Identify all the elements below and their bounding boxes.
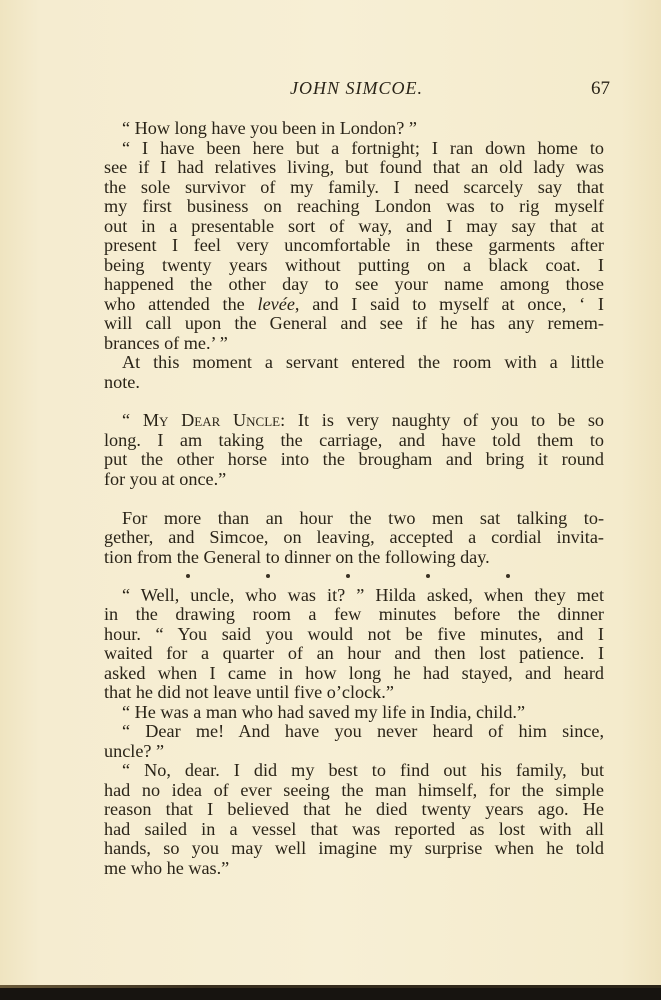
text-line: me who he was.” [104,858,230,878]
running-head-title: JOHN SIMCOE. [290,78,423,98]
text-line: see if I had relatives living, but found that an old lady was [104,157,604,177]
section-break-dots [104,570,604,584]
letter-quote-open: “ [122,410,143,430]
text-line: asked when I came in how long he had stayed, and heard [104,663,604,683]
text-line: out in a presentable sort of way, and I may say that at [104,216,604,236]
section-dot [266,574,270,578]
text-line: brances of me.’ ” [104,333,228,353]
letter-opening-rest: : It is very naughty of you to be so [280,410,604,430]
body-text [104,0,604,1000]
text-line: gether, and Simcoe, on leaving, accepted a cordial invita- [104,527,604,547]
text-line: “ I have been here but a fortnight; I ran down home to [122,138,604,158]
text-line: present I feel very uncomfortable in these garments after [104,235,604,255]
page-bottom-edge [0,988,661,1000]
text-line: long. I am taking the carriage, and have told them to [104,430,604,450]
text-line: “ Dear me! And have you never heard of him since, [122,721,604,741]
text-line: for you at once.” [104,469,227,489]
text-line: being twenty years without putting on a black coat. I [104,255,604,275]
text-line: that he did not leave until five o’clock.” [104,682,394,702]
text-line: At this moment a servant entered the room with a little [122,352,604,372]
text-line: hour. “ You said you would not be five minutes, and I [104,624,604,644]
text-line: happened the other day to see your name among those [104,274,604,294]
text-line: my first business on reaching London was to rig myself [104,196,604,216]
text-line: reason that I believed that he died twenty years ago. He [104,799,604,819]
text-line: hands, so you may well imagine my surprise when he told [104,838,604,858]
section-dot [346,574,350,578]
text-line: waited for a quarter of an hour and then lost patience. I [104,643,604,663]
text-line: “ No, dear. I did my best to find out his family, but [122,760,604,780]
page-number: 67 [591,78,610,99]
text-line: will call upon the General and see if he has any remem- [104,313,604,333]
text-line: “ He was a man who had saved my life in India, child.” [122,702,526,722]
text-line: note. [104,372,140,392]
text-line: For more than an hour the two men sat talking to- [122,508,604,528]
section-dot [506,574,510,578]
text-line: had no idea of ever seeing the man himself, for the simple [104,780,604,800]
letter-salutation: My Dear Uncle [142,410,281,430]
section-dot [186,574,190,578]
text-line: tion from the General to dinner on the following day. [104,547,490,567]
text-line: had sailed in a vessel that was reported as lost with all [104,819,604,839]
text-line: “ Well, uncle, who was it? ” Hilda asked, when they met [122,585,604,605]
text-line: the sole survivor of my family. I need scarcely say that [104,177,604,197]
text-line: who attended the levée, and I said to myself at once, ‘ I [104,294,604,314]
italic-word: levée [257,294,295,314]
text-line: “ How long have you been in London? ” [122,118,417,138]
section-dot [426,574,430,578]
text-line: in the drawing room a few minutes before the dinner [104,604,604,624]
letter-opening-line [122,410,604,430]
text-line: uncle? ” [104,741,165,761]
text-line: put the other horse into the brougham and bring it round [104,449,604,469]
